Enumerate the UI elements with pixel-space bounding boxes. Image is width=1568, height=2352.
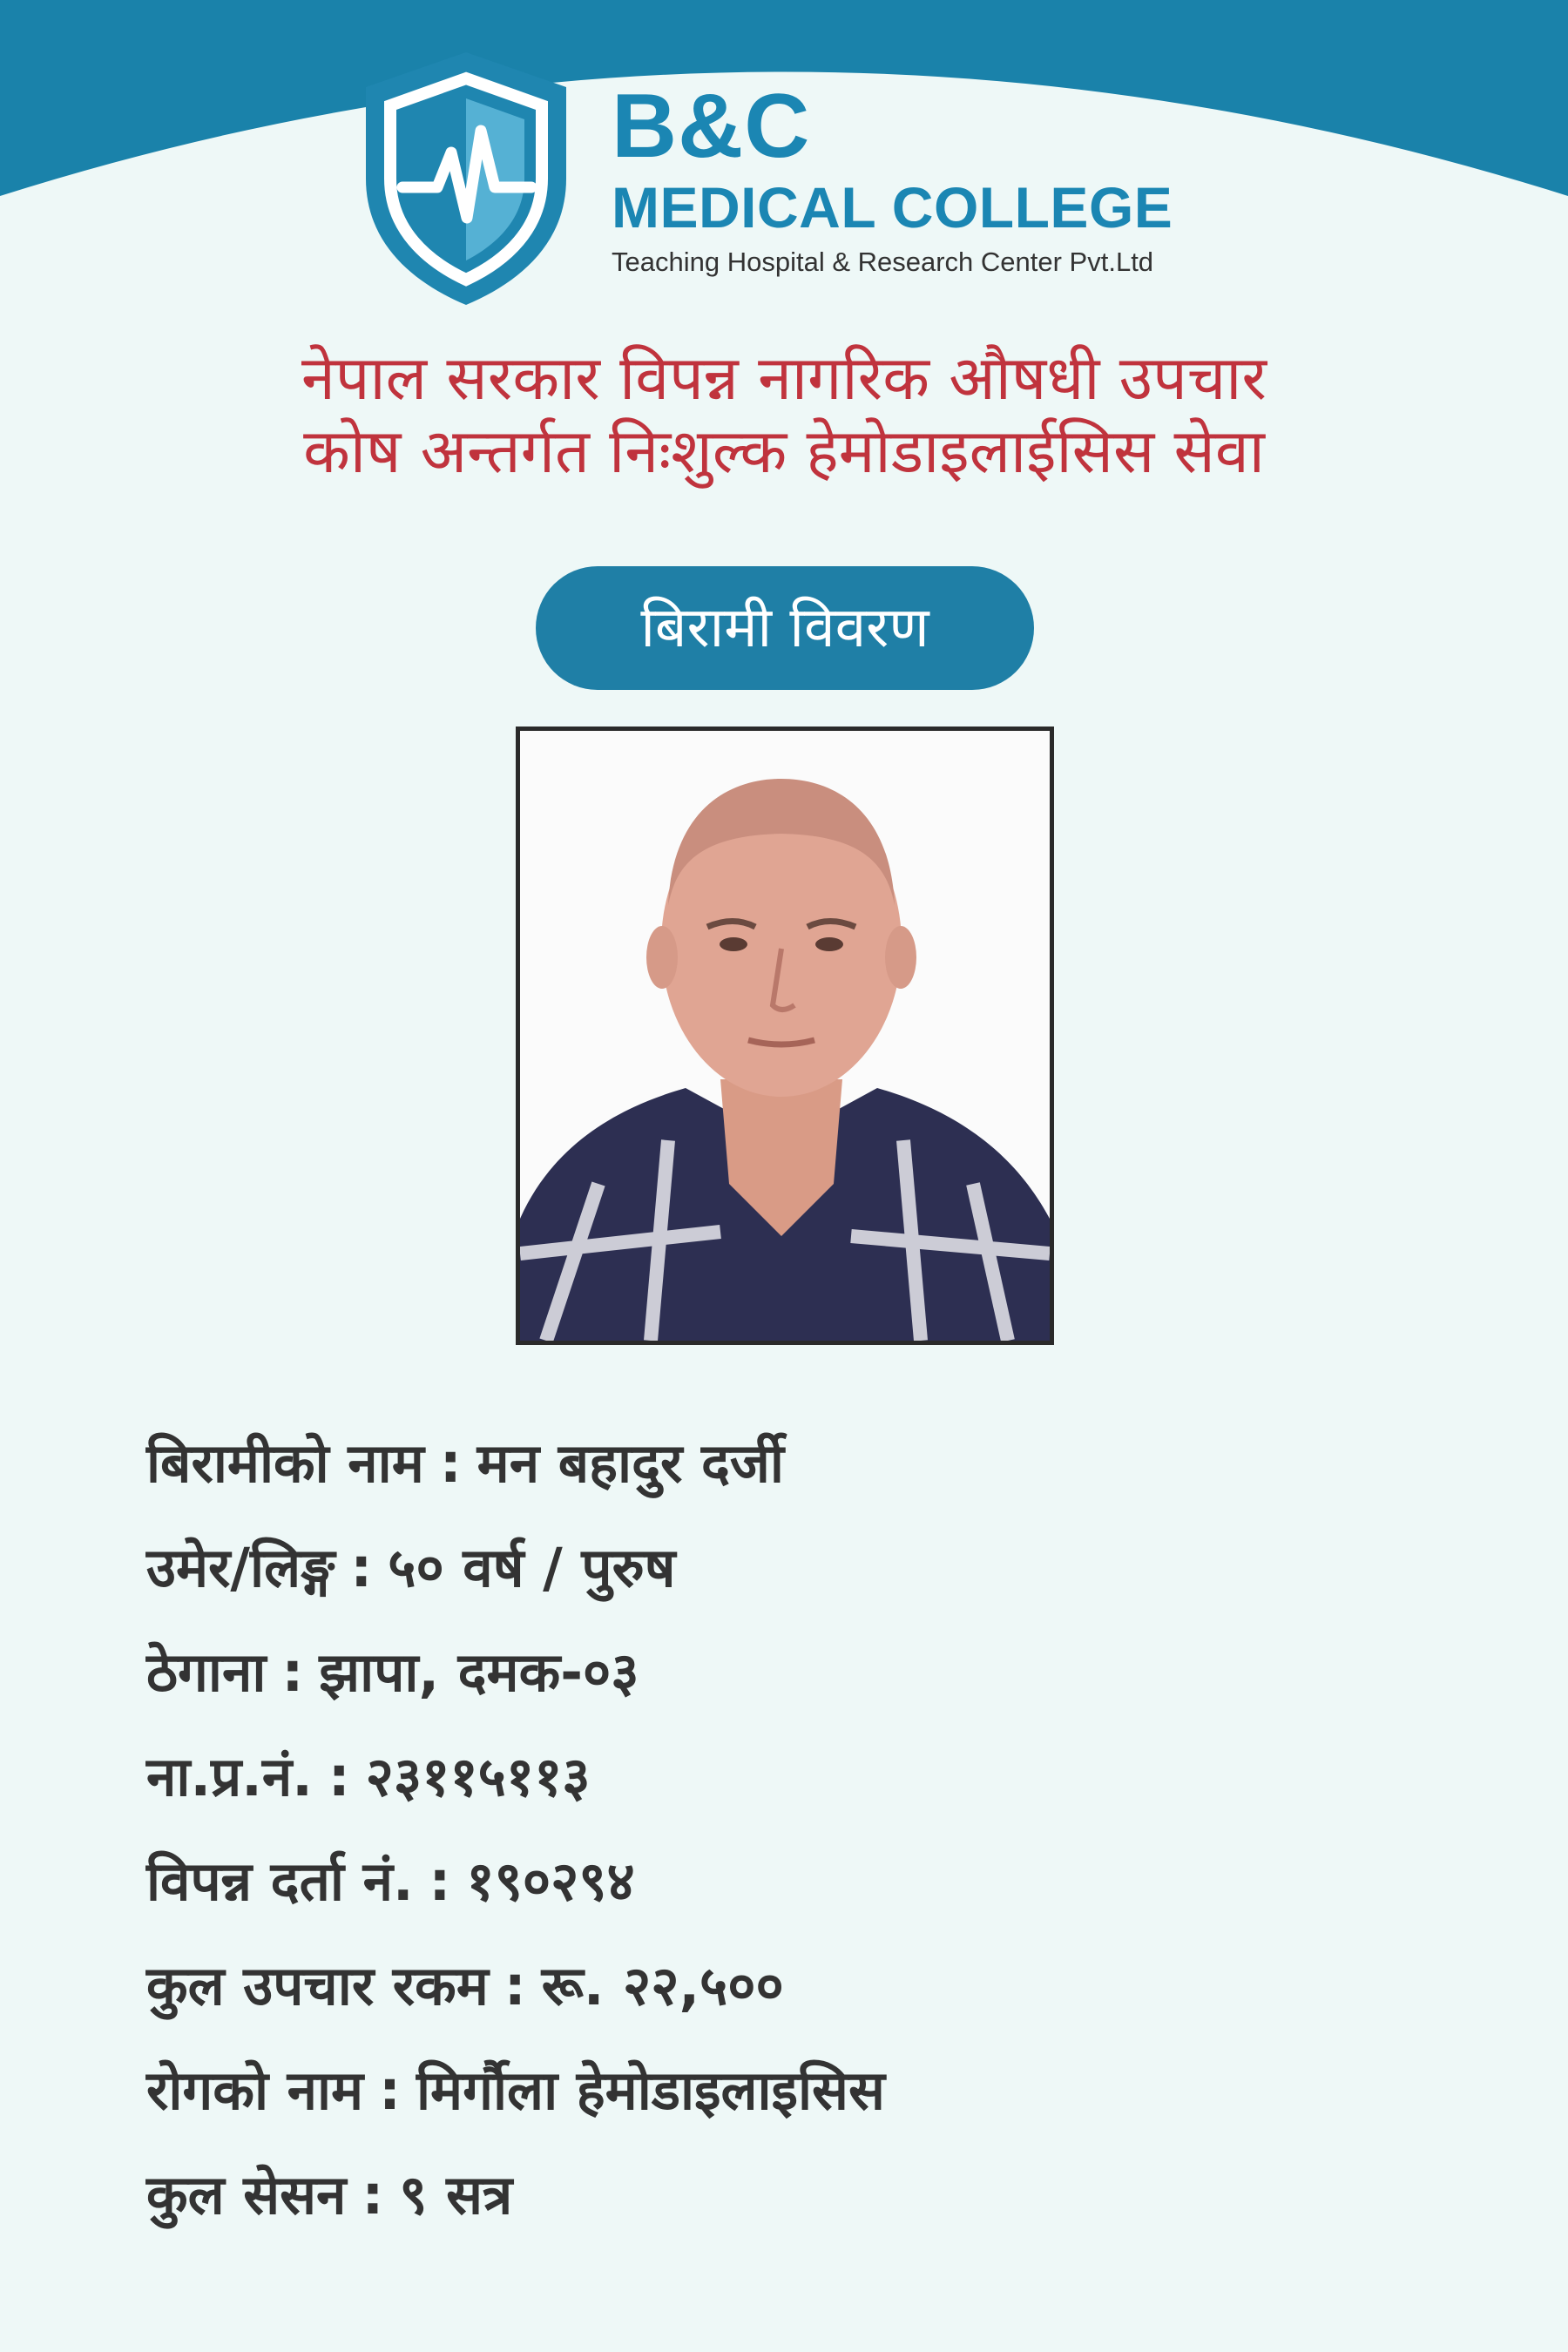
program-subtitle <box>87 341 1481 488</box>
detail-row-age-gender <box>146 1516 1505 1620</box>
detail-label: रोगको नाम <box>146 2058 364 2122</box>
detail-value: ५० वर्ष / पुरुष <box>388 1536 676 1599</box>
detail-value: मिर्गौला हेमोडाइलाइसिस <box>416 2058 885 2122</box>
detail-separator: : <box>379 2058 401 2122</box>
detail-row-address <box>146 1620 1505 1725</box>
patient-photo-image <box>520 731 1050 1341</box>
brand-tagline: Teaching Hospital & Research Center Pvt.Ltd <box>612 247 1154 277</box>
detail-row-citizenship-number <box>146 1725 1505 1829</box>
section-title-pill: बिरामी विवरण <box>536 566 1034 690</box>
detail-separator: : <box>350 1536 373 1599</box>
detail-label: ना.प्र.नं. <box>146 1745 313 1808</box>
brand-name: B&C <box>612 76 811 177</box>
subtitle-line-2: कोष अन्तर्गत निःशुल्क हेमोडाइलाईसिस सेवा <box>303 416 1265 487</box>
detail-label: कुल सेसन <box>146 2163 347 2227</box>
detail-label: ठेगाना <box>146 1640 267 1704</box>
detail-row-name <box>146 1411 1505 1516</box>
college-header <box>357 48 1228 309</box>
subtitle-line-1: नेपाल सरकार विपन्न नागरिक औषधी उपचार <box>301 342 1267 414</box>
detail-row-total-amount <box>146 1934 1505 2038</box>
detail-value: झापा, दमक-०३ <box>319 1640 639 1704</box>
detail-row-total-sessions <box>146 2143 1505 2247</box>
detail-row-registration-number <box>146 1829 1505 1934</box>
detail-value: मन बहादुर दर्जी <box>476 1431 784 1495</box>
patient-details <box>146 1411 1505 2247</box>
brand-college-name: MEDICAL COLLEGE <box>612 175 1173 240</box>
detail-separator: : <box>281 1640 304 1704</box>
shield-heartbeat-icon <box>357 48 575 309</box>
detail-value: १९०२९४ <box>466 1849 635 1913</box>
detail-value: रू. २२,५०० <box>541 1954 784 2017</box>
detail-separator: : <box>362 2163 384 2227</box>
detail-separator: : <box>429 1849 451 1913</box>
detail-separator: : <box>439 1431 462 1495</box>
detail-value: २३११५११३ <box>365 1745 591 1808</box>
patient-photo <box>516 727 1054 1345</box>
detail-label: उमेर/लिङ्ग <box>146 1536 335 1599</box>
detail-value: ९ सत्र <box>399 2163 513 2227</box>
detail-label: बिरामीको नाम <box>146 1431 424 1495</box>
detail-separator: : <box>504 1954 526 2017</box>
detail-separator: : <box>328 1745 350 1808</box>
detail-label: विपन्न दर्ता नं. <box>146 1849 414 1913</box>
detail-row-disease-name <box>146 2038 1505 2143</box>
detail-label: कुल उपचार रकम <box>146 1954 489 2017</box>
